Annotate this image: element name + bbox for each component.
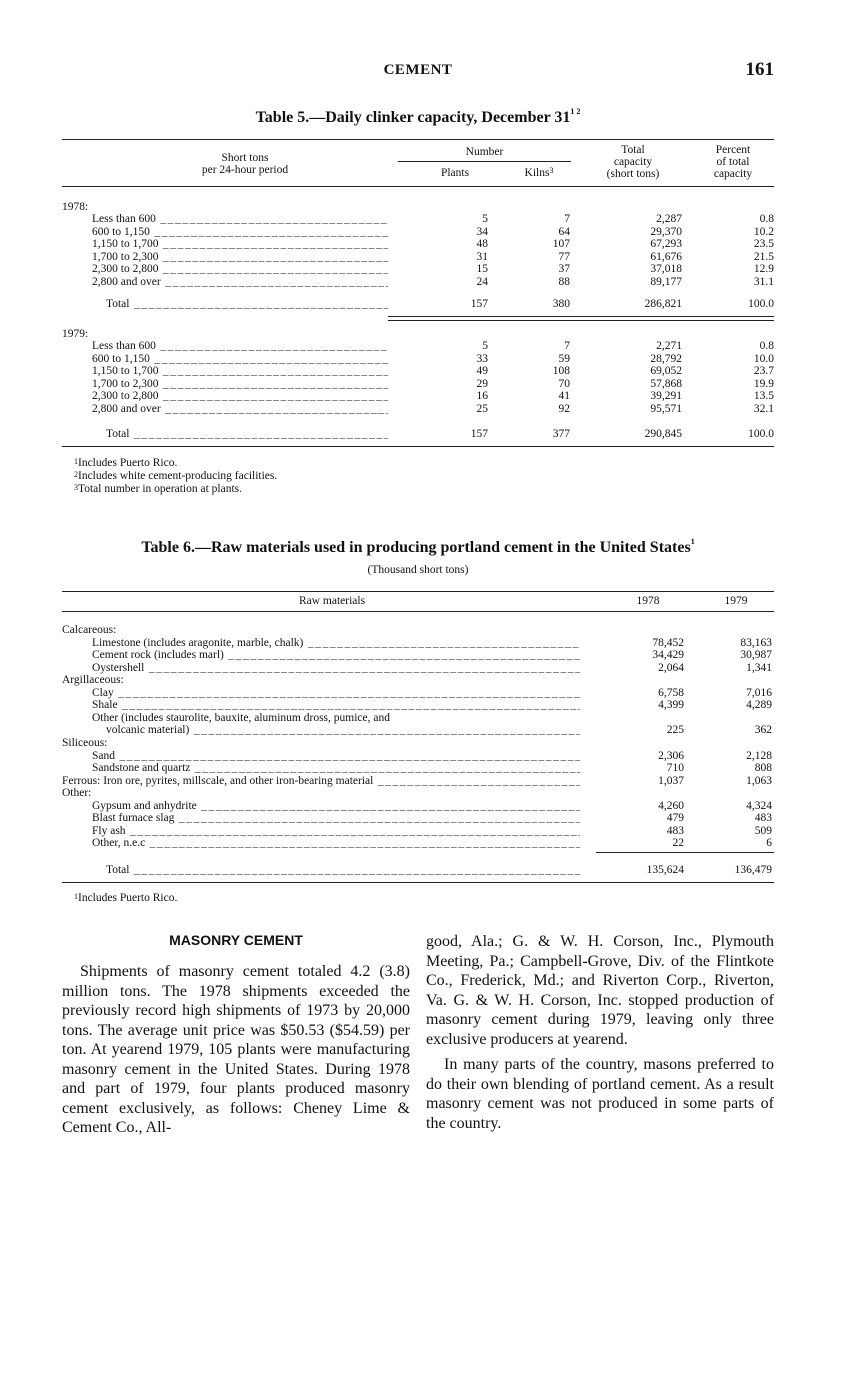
table5-percent-header-line1: Percent [715, 144, 751, 156]
table5-year-1978 [62, 201, 774, 213]
row-label: Siliceous: [62, 736, 108, 749]
row-label: Blast furnace slag _____ [92, 812, 580, 824]
cell-plants: 33 [476, 352, 488, 365]
cell-kilns: 77 [558, 250, 570, 263]
cell-plants: 24 [476, 276, 488, 288]
table-row [62, 390, 774, 402]
row-label: 1,150 to 1,700 _____ [92, 238, 388, 250]
cell-v1979: 4,324 [746, 799, 772, 812]
table-row [62, 378, 774, 390]
cell-percent: 23.7 [753, 365, 774, 378]
page-number: 161 [745, 59, 774, 80]
cell-percent: 10.0 [753, 352, 774, 365]
table-row [62, 276, 774, 288]
cell-plants: 48 [476, 238, 488, 251]
masonry-paragraph-2: good, Ala.; G. & W. H. Corson, Inc., Plymouth Meeting, Pa.; Campbell-Grove, Div. of the Flintkote Co., Frederick, Md.; and Riverton Corp., Riverton, Va. G. & W. H. Corson, Inc. stopped production of masonry cement during 1979, leaving only three exclusive producers at yearend. [426, 933, 774, 1048]
cell-plants: 31 [476, 250, 488, 263]
cell-v1979: 6 [766, 837, 772, 850]
row-label: 1,150 to 1,700 _____ [92, 365, 388, 377]
footnote [74, 457, 177, 470]
cell-capacity: 2,271 [656, 340, 682, 352]
footnote [74, 470, 277, 483]
cell-kilns: 7 [564, 340, 570, 352]
cell-v1978: 22 [672, 837, 684, 850]
cell-kilns: 7 [564, 213, 570, 225]
cell-capacity: 95,571 [650, 403, 682, 415]
table5-caption-footnote-refs: 1 2 [570, 107, 581, 116]
cell-plants: 5 [482, 340, 488, 352]
cell-v1979: 1,063 [746, 774, 772, 787]
row-label: 1,700 to 2,300 _____ [92, 378, 388, 390]
table5-caption [62, 109, 774, 127]
row-label: Clay _____ [92, 687, 580, 699]
cell-percent: 31.1 [753, 276, 774, 288]
header-title: CEMENT [383, 62, 453, 78]
table5-number-rule [398, 161, 571, 162]
cell-v1979: 7,016 [746, 686, 772, 699]
cell-percent: 12.9 [753, 263, 774, 276]
cell-kilns: 380 [552, 298, 570, 310]
table-row [62, 762, 774, 774]
table6-caption-text: Table 6.—Raw materials used in producing portland cement in the United States [141, 539, 691, 556]
footnote-text: Includes white cement-producing facilities. [78, 470, 278, 482]
row-label: Argillaceous: [62, 674, 124, 687]
table-row [62, 624, 774, 636]
masonry-paragraph-1: Shipments of masonry cement totaled 4.2 (3.8) million tons. The 1978 shipments exceeded the previously record high shipments of 1973 by 20,000 tons. The average unit price was $50.53 ($54.59) per ton. At yearend 1979, 105 plants were manufacturing masonry cement in the United States. During 1978 and part of 1979, four plants produced masonry cement exclusively, as follows: Cheney Lime & Cement Co., All- [62, 963, 410, 1136]
table5-percent-header-line3: capacity [713, 168, 753, 180]
cell-v1979: 362 [754, 724, 772, 737]
cell-v1979: 483 [754, 812, 772, 825]
cell-capacity: 37,018 [650, 263, 682, 276]
row-label: Ferrous: Iron ore, pyrites, millscale, and other iron-bearing material _____ [62, 775, 580, 787]
table-row [62, 649, 774, 661]
cell-capacity: 61,676 [650, 250, 682, 263]
table5-percent-header [692, 144, 774, 180]
table5-period-header-line1: Short tons [221, 152, 269, 164]
masonry-cement-heading: MASONRY CEMENT [169, 932, 303, 948]
row-label: 1978: [62, 201, 89, 213]
cell-v1978: 4,399 [658, 699, 684, 712]
cell-plants: 34 [476, 225, 488, 238]
cell-v1978: 4,260 [658, 799, 684, 812]
table5-kilns-header-text: Kilns [524, 167, 550, 179]
masonry-left-column [62, 962, 410, 1138]
masonry-paragraph-3: In many parts of the country, masons preferred to do their own blending of portland cement. As a result masonry cement was not produced in some parts of the country. [426, 1056, 774, 1132]
row-label: Other: [62, 787, 92, 800]
cell-v1978: 483 [666, 824, 684, 837]
row-label: 2,300 to 2,800 _____ [92, 263, 388, 275]
table-row [62, 213, 774, 225]
table5-plants-header: Plants [440, 167, 470, 179]
table6-materials-header: Raw materials [298, 595, 366, 607]
table-row [62, 687, 774, 699]
cell-capacity: 67,293 [650, 238, 682, 251]
cell-v1978: 710 [666, 762, 684, 775]
table5-total-header-line2: capacity [613, 156, 653, 168]
table5-caption-text: Table 5.—Daily clinker capacity, December 31 [255, 109, 571, 126]
table6-units-subtitle: (Thousand short tons) [367, 564, 469, 576]
table-row [62, 724, 774, 736]
cell-percent: 13.5 [753, 390, 774, 403]
cell-plants: 15 [476, 263, 488, 276]
cell-v1979: 509 [754, 824, 772, 837]
cell-v1979: 1,341 [746, 661, 772, 674]
table5-total-capacity-header [588, 144, 678, 180]
cell-v1979: 136,479 [734, 864, 772, 876]
table6-footnote-number: 1 [74, 892, 78, 901]
table-row [62, 353, 774, 365]
table6-bottom-rule [62, 882, 774, 883]
row-label: Sand _____ [92, 750, 580, 762]
cell-v1979: 4,289 [746, 699, 772, 712]
table5-total-1978-row [62, 298, 774, 310]
cell-kilns: 88 [558, 276, 570, 288]
cell-percent: 100.0 [748, 298, 774, 310]
cell-percent: 19.9 [753, 377, 774, 390]
cell-v1979: 808 [754, 762, 772, 775]
table5-bottom-rule [62, 446, 774, 447]
cell-v1979: 30,987 [740, 649, 772, 662]
cell-v1978: 78,452 [652, 636, 684, 649]
table-row [62, 226, 774, 238]
table5-number-header: Number [465, 146, 504, 158]
table5-top-rule [62, 139, 774, 140]
row-label: Oystershell _____ [92, 662, 580, 674]
table-row [62, 737, 774, 749]
running-header [62, 59, 774, 84]
table5-kilns-footnote-ref: 3 [549, 166, 554, 175]
row-label: 2,300 to 2,800 _____ [92, 390, 388, 402]
table-row [62, 699, 774, 711]
cell-percent: 0.8 [759, 213, 774, 225]
cell-kilns: 70 [558, 377, 570, 390]
masonry-right-column [426, 932, 774, 1133]
cell-percent: 21.5 [753, 250, 774, 263]
cell-v1978: 2,306 [658, 749, 684, 762]
cell-percent: 23.5 [753, 238, 774, 251]
cell-kilns: 41 [558, 390, 570, 403]
table5-header-rule [62, 186, 774, 187]
row-label: Total _____ [106, 298, 388, 310]
table5-total-header-line1: Total [621, 144, 645, 156]
row-label: Sandstone and quartz _____ [92, 762, 580, 774]
cell-kilns: 64 [558, 225, 570, 238]
table6-caption-footnote-ref: 1 [690, 537, 695, 546]
cell-v1978: 1,037 [658, 774, 684, 787]
footnote-text: Includes Puerto Rico. [78, 457, 178, 469]
cell-plants: 5 [482, 213, 488, 225]
table-row [62, 750, 774, 762]
row-label: Fly ash _____ [92, 825, 580, 837]
cell-plants: 49 [476, 365, 488, 378]
table-row [62, 674, 774, 686]
row-label: Cement rock (includes marl) _____ [92, 649, 580, 661]
row-label: Shale _____ [92, 699, 580, 711]
row-label: 2,800 and over _____ [92, 276, 388, 288]
table-row [62, 340, 774, 352]
row-label: Other, n.e.c _____ [92, 837, 580, 849]
cell-capacity: 286,821 [644, 298, 682, 310]
row-label: volcanic material) _____ [106, 724, 580, 736]
table-row [62, 775, 774, 787]
table-row [62, 365, 774, 377]
table6-1979-header: 1979 [724, 595, 748, 607]
cell-percent: 10.2 [753, 225, 774, 238]
row-label: 1,700 to 2,300 _____ [92, 251, 388, 263]
table5-total-header-line3: (short tons) [606, 168, 660, 180]
table5-percent-header-line2: of total [716, 156, 750, 168]
row-label: 600 to 1,150 _____ [92, 353, 388, 365]
cell-v1979: 83,163 [740, 636, 772, 649]
cell-capacity: 2,287 [656, 213, 682, 225]
table6-total-rule [596, 852, 774, 853]
table5-total-1979-row [62, 428, 774, 440]
row-label: Total _____ [106, 428, 388, 440]
row-label: Other (includes staurolite, bauxite, aluminum dross, pumice, and [92, 711, 390, 724]
footnote-number: 2 [74, 470, 78, 479]
cell-plants: 25 [476, 403, 488, 415]
cell-capacity: 39,291 [650, 390, 682, 403]
cell-v1979: 2,128 [746, 749, 772, 762]
row-label: 600 to 1,150 _____ [92, 226, 388, 238]
table-row [62, 263, 774, 275]
cell-v1978: 479 [666, 812, 684, 825]
cell-percent: 32.1 [753, 403, 774, 415]
cell-plants: 29 [476, 377, 488, 390]
footnote [74, 483, 242, 496]
cell-v1978: 34,429 [652, 649, 684, 662]
cell-kilns: 107 [552, 238, 570, 251]
row-label: Total _____ [106, 864, 580, 876]
row-label: Gypsum and anhydrite _____ [92, 800, 580, 812]
table-row [62, 800, 774, 812]
table-row [62, 251, 774, 263]
table6-total-row [62, 864, 774, 876]
row-label: Less than 600 _____ [92, 340, 388, 352]
table-row [62, 403, 774, 415]
table5-kilns-header [502, 167, 576, 179]
table6-footnote-text: Includes Puerto Rico. [78, 892, 178, 904]
footnote-number: 3 [74, 483, 78, 492]
cell-capacity: 290,845 [644, 428, 682, 440]
cell-kilns: 108 [552, 365, 570, 378]
table6-top-rule [62, 591, 774, 592]
table-row [62, 812, 774, 824]
footnote-text: Total number in operation at plants. [78, 483, 242, 495]
cell-kilns: 377 [552, 428, 570, 440]
table5-1978-total-double-rule [388, 316, 774, 321]
table5-period-header-line2: per 24-hour period [201, 164, 289, 176]
table-row [62, 712, 774, 724]
table-row [62, 825, 774, 837]
table5-period-header [120, 152, 370, 176]
cell-capacity: 89,177 [650, 276, 682, 288]
cell-v1978: 135,624 [646, 864, 684, 876]
row-label: Limestone (includes aragonite, marble, chalk) _____ [92, 637, 580, 649]
cell-v1978: 2,064 [658, 661, 684, 674]
row-label: Calcareous: [62, 624, 117, 636]
table5-year-1979 [62, 328, 774, 340]
row-label: 1979: [62, 328, 89, 340]
footnote-number: 1 [74, 457, 78, 466]
table6-header-rule [62, 611, 774, 612]
row-label: 2,800 and over _____ [92, 403, 388, 415]
table-row [62, 662, 774, 674]
cell-v1978: 225 [666, 724, 684, 737]
table-row [62, 837, 774, 849]
cell-capacity: 29,370 [650, 225, 682, 238]
cell-plants: 16 [476, 390, 488, 403]
cell-plants: 157 [470, 298, 488, 310]
row-label: Less than 600 _____ [92, 213, 388, 225]
cell-capacity: 57,868 [650, 377, 682, 390]
table6-caption [62, 539, 774, 557]
table6-1978-header: 1978 [636, 595, 660, 607]
cell-kilns: 92 [558, 403, 570, 415]
cell-percent: 100.0 [748, 428, 774, 440]
table6-footnote [74, 892, 177, 905]
table-row [62, 238, 774, 250]
cell-kilns: 59 [558, 352, 570, 365]
table-row [62, 637, 774, 649]
cell-v1978: 6,758 [658, 686, 684, 699]
cell-capacity: 69,052 [650, 365, 682, 378]
cell-kilns: 37 [558, 263, 570, 276]
cell-plants: 157 [470, 428, 488, 440]
cell-percent: 0.8 [759, 340, 774, 352]
table-row [62, 787, 774, 799]
cell-capacity: 28,792 [650, 352, 682, 365]
